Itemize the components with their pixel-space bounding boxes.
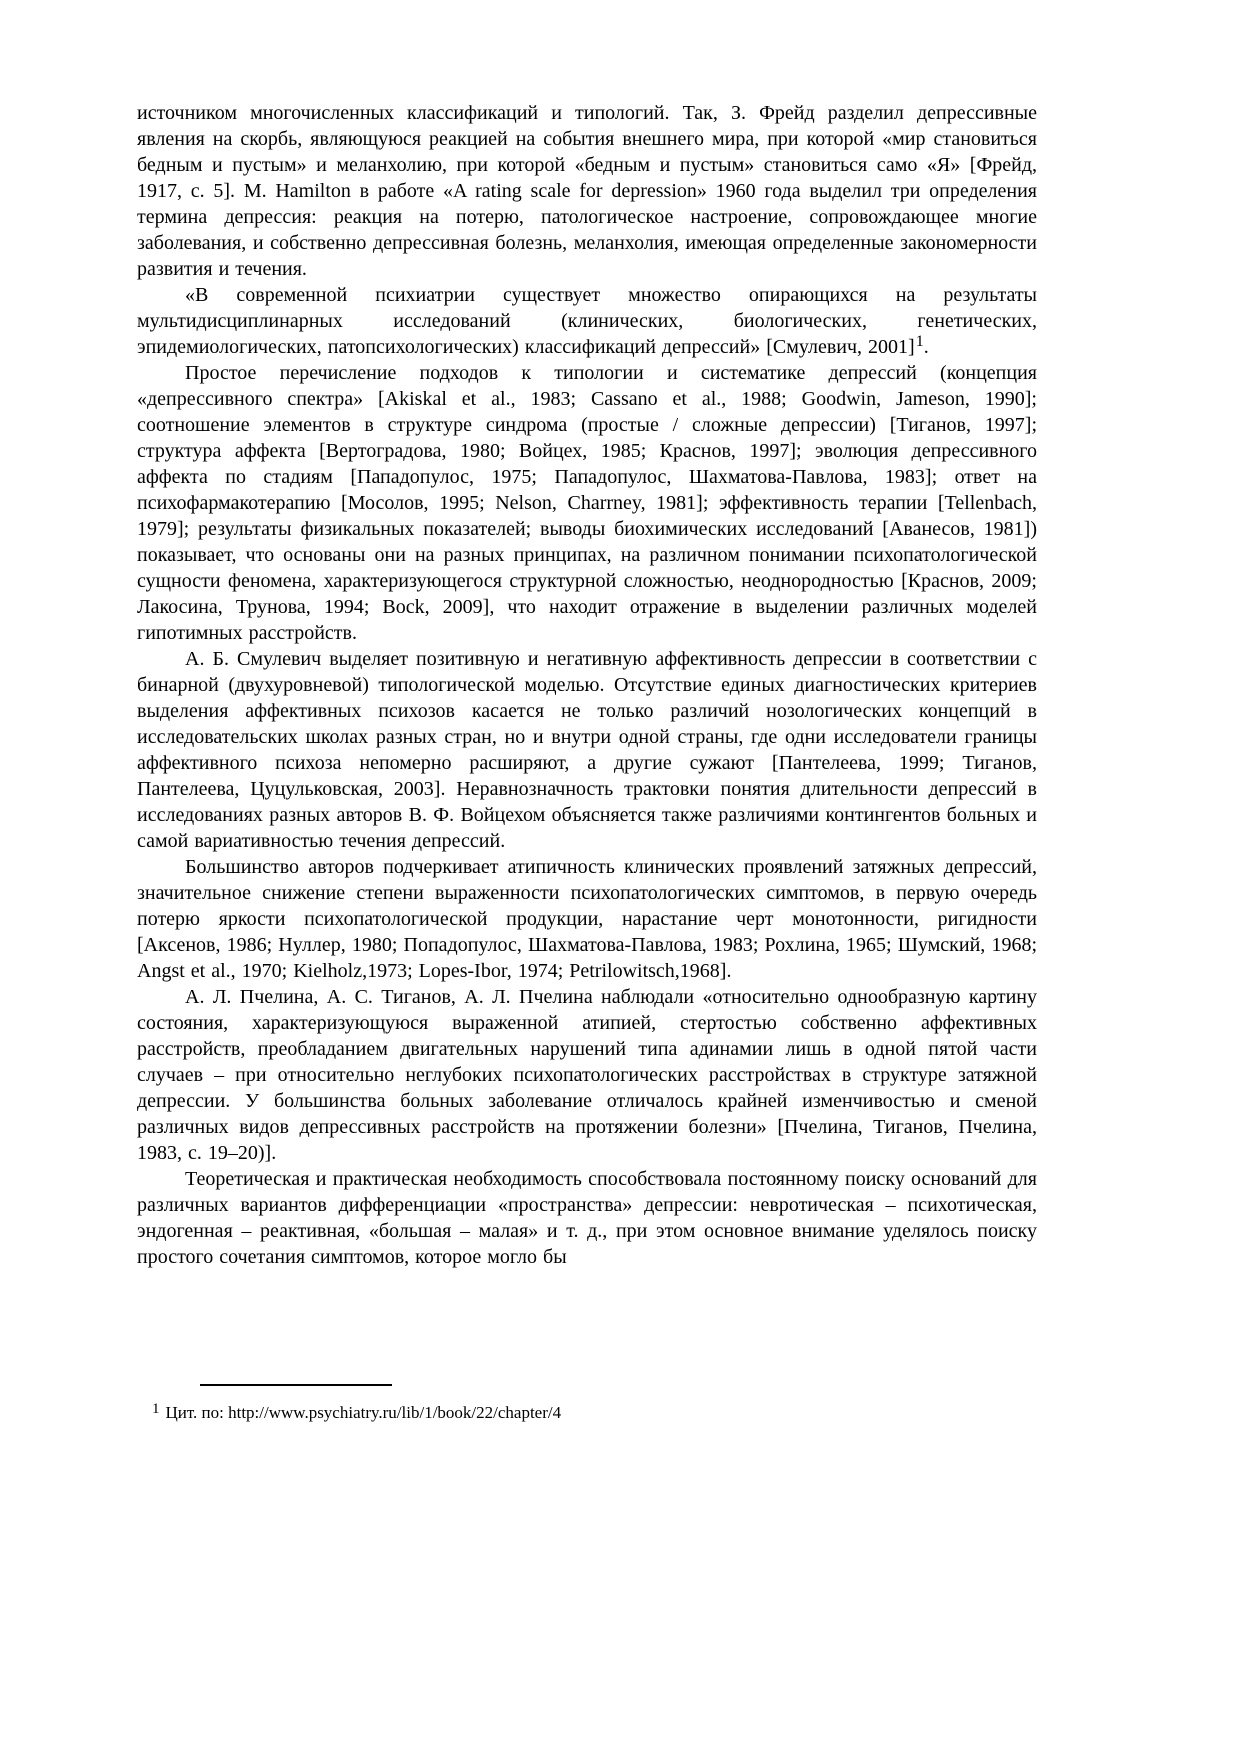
footnote-text: Цит. по: http://www.psychiatry.ru/lib/1/book/22/chapter/4	[165, 1403, 562, 1422]
footnote-area	[137, 1384, 1037, 1424]
footnote	[137, 1402, 1037, 1424]
footnote-reference: 1	[915, 333, 924, 350]
paragraph-text: «В современной психиатрии существует множество опирающихся на результаты мультидисциплинарных исследований (клинических, биологических, генетических, эпидемиологических, патопсихологических) классификаций депрессий» [Смулевич, 2001]	[137, 284, 1037, 358]
paragraph: источником многочисленных классификаций и типологий. Так, З. Фрейд разделил депрессивные явления на скорбь, являющуюся реакцией на события внешнего мира, при которой «мир становиться бедным и пустым» и меланхолию, при которой «бедным и пустым» становиться само «Я» [Фрейд, 1917, с. 5]. M. Hamilton в работе «A rating scale for depression» 1960 года выделил три определения термина депрессия: реакция на потерю, патологическое настроение, сопровождающее многие заболевания, и собственно депрессивная болезнь, меланхолия, имеющая определенные закономерности развития и течения.	[137, 102, 1037, 280]
paragraph: А. Б. Смулевич выделяет позитивную и негативную аффективность депрессии в соответствии с бинарной (двухуровневой) типологической моделью. Отсутствие единых диагностических критериев выделения аффективных психозов касается не только различий нозологических концепций в исследовательских школах разных стран, но и внутри одной страны, где одни исследователи границы аффективного психоза непомерно расширяют, а другие сужают [Пантелеева, 1999; Тиганов, Пантелеева, Цуцульковская, 2003]. Неравнозначность трактовки понятия длительности депрессий в исследованиях разных авторов В. Ф. Войцехом объясняется также различиями контингентов больных и самой вариативностью течения депрессий.	[137, 648, 1037, 852]
footnote-separator	[200, 1384, 392, 1386]
paragraph: А. Л. Пчелина, А. С. Тиганов, А. Л. Пчелина наблюдали «относительно однообразную картину состояния, характеризующуюся выраженной атипией, стертостью собственно аффективных расстройств, преобладанием двигательных нарушений типа адинамии лишь в одной пятой части случаев – при относительно неглубоких психопатологических расстройствах в структуре затяжной депрессии. У большинства больных заболевание отличалось крайней изменчивостью и сменой различных видов депрессивных расстройств на протяжении болезни» [Пчелина, Тиганов, Пчелина, 1983, с. 19–20)].	[137, 986, 1037, 1164]
paragraph: Большинство авторов подчеркивает атипичность клинических проявлений затяжных депрессий, значительное снижение степени выраженности психопатологических симптомов, в первую очередь потерю яркости психопатологической продукции, нарастание черт монотонности, ригидности [Аксенов, 1986; Нуллер, 1980; Попадопулос, Шахматова-Павлова, 1983; Рохлина, 1965; Шумский, 1968; Angst et al., 1970; Kielholz,1973; Lopes-Ibor, 1974; Petrilowitsch,1968].	[137, 856, 1037, 982]
paragraph: Простое перечисление подходов к типологии и систематике депрессий (концепция «депрессивного спектра» [Akiskal et al., 1983; Cassano et al., 1988; Goodwin, Jameson, 1990]; соотношение элементов в структуре синдрома (простые / сложные депрессии) [Тиганов, 1997]; структура аффекта [Вертоградова, 1980; Войцех, 1985; Краснов, 1997]; эволюция депрессивного аффекта по стадиям [Пападопулос, 1975; Пападопулос, Шахматова-Павлова, 1983]; ответ на психофармакотерапию [Мосолов, 1995; Nelson, Charrney, 1981]; эффективность терапии [Tellenbach, 1979]; результаты физикальных показателей; выводы биохимических исследований [Аванесов, 1981]) показывает, что основаны они на разных принципах, на различном понимании психопатологической сущности феномена, характеризующегося структурной сложностью, неоднородностью [Краснов, 2009; Лакосина, Трунова, 1994; Bock, 2009], что находит отражение в выделении различных моделей гипотимных расстройств.	[137, 362, 1037, 644]
document-body	[137, 100, 1037, 1270]
paragraph	[137, 282, 1037, 360]
footnote-marker: 1	[152, 1401, 160, 1417]
paragraph: Теоретическая и практическая необходимость способствовала постоянному поиску оснований для различных вариантов дифференциации «пространства» депрессии: невротическая – психотическая, эндогенная – реактивная, «большая – малая» и т. д., при этом основное внимание уделялось поиску простого сочетания симптомов, которое могло бы	[137, 1168, 1037, 1268]
paragraph-text: .	[923, 336, 929, 358]
